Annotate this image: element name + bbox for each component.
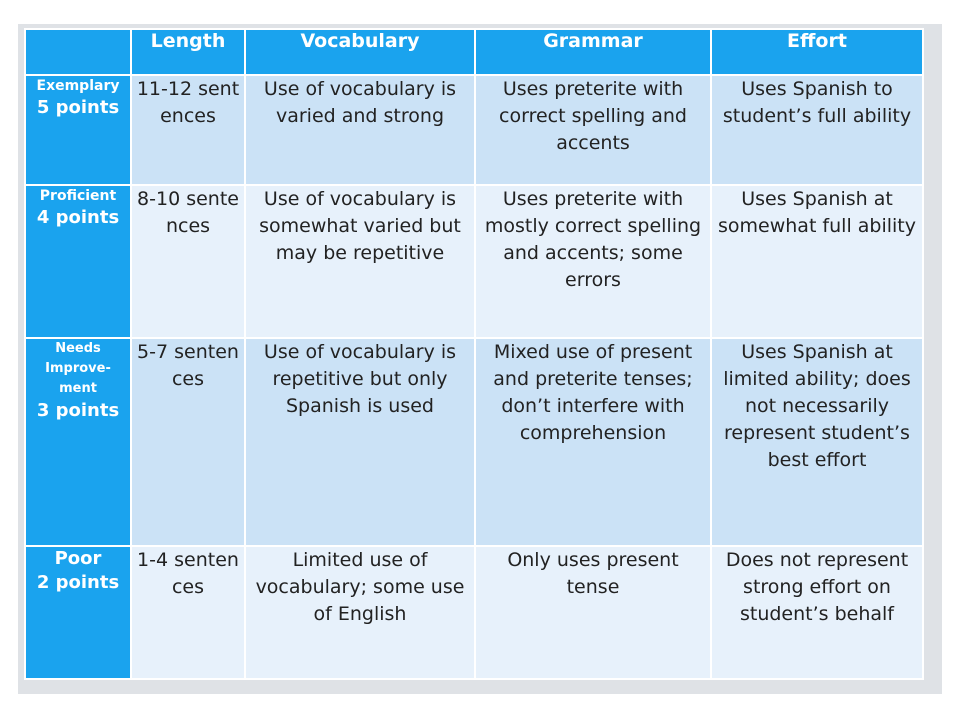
level-points: 2 points (36, 572, 120, 593)
level-cell-exemplary (25, 75, 131, 185)
level-name: Poor (54, 548, 102, 569)
level-cell-needs-improvement (25, 338, 131, 546)
rubric-row-needs-improvement (25, 338, 923, 546)
effort-cell: Uses Spanish at limited ability; does not necessarily represent student’s best effort (711, 338, 923, 546)
level-points: 5 points (36, 97, 120, 118)
level-name: Needs Improve-ment (45, 341, 111, 396)
rubric-row-exemplary (25, 75, 923, 185)
length-cell: 5-7 sentences (131, 338, 245, 546)
level-points: 3 points (36, 400, 120, 421)
header-corner (25, 29, 131, 75)
rubric-row-poor (25, 546, 923, 679)
effort-cell: Does not represent strong effort on student’s behalf (711, 546, 923, 679)
length-cell: 8-10 sentences (131, 185, 245, 338)
vocabulary-cell: Use of vocabulary is varied and strong (245, 75, 475, 185)
header-effort: Effort (711, 29, 923, 75)
grammar-cell: Mixed use of present and preterite tenses; don’t interfere with comprehension (475, 338, 711, 546)
vocabulary-cell: Limited use of vocabulary; some use of English (245, 546, 475, 679)
vocabulary-cell: Use of vocabulary is somewhat varied but may be repetitive (245, 185, 475, 338)
length-cell: 1-4 sentences (131, 546, 245, 679)
rubric-table (24, 28, 924, 680)
level-name: Exemplary (36, 78, 120, 94)
vocabulary-cell: Use of vocabulary is repetitive but only Spanish is used (245, 338, 475, 546)
level-cell-poor (25, 546, 131, 679)
effort-cell: Uses Spanish at somewhat full ability (711, 185, 923, 338)
length-cell: 11-12 sentences (131, 75, 245, 185)
header-row (25, 29, 923, 75)
level-name: Proficient (39, 188, 117, 204)
grammar-cell: Uses preterite with mostly correct spelling and accents; some errors (475, 185, 711, 338)
rubric-row-proficient (25, 185, 923, 338)
grammar-cell: Uses preterite with correct spelling and accents (475, 75, 711, 185)
grammar-cell: Only uses present tense (475, 546, 711, 679)
header-grammar: Grammar (475, 29, 711, 75)
header-vocabulary: Vocabulary (245, 29, 475, 75)
effort-cell: Uses Spanish to student’s full ability (711, 75, 923, 185)
level-cell-proficient (25, 185, 131, 338)
header-length: Length (131, 29, 245, 75)
level-points: 4 points (36, 207, 120, 228)
